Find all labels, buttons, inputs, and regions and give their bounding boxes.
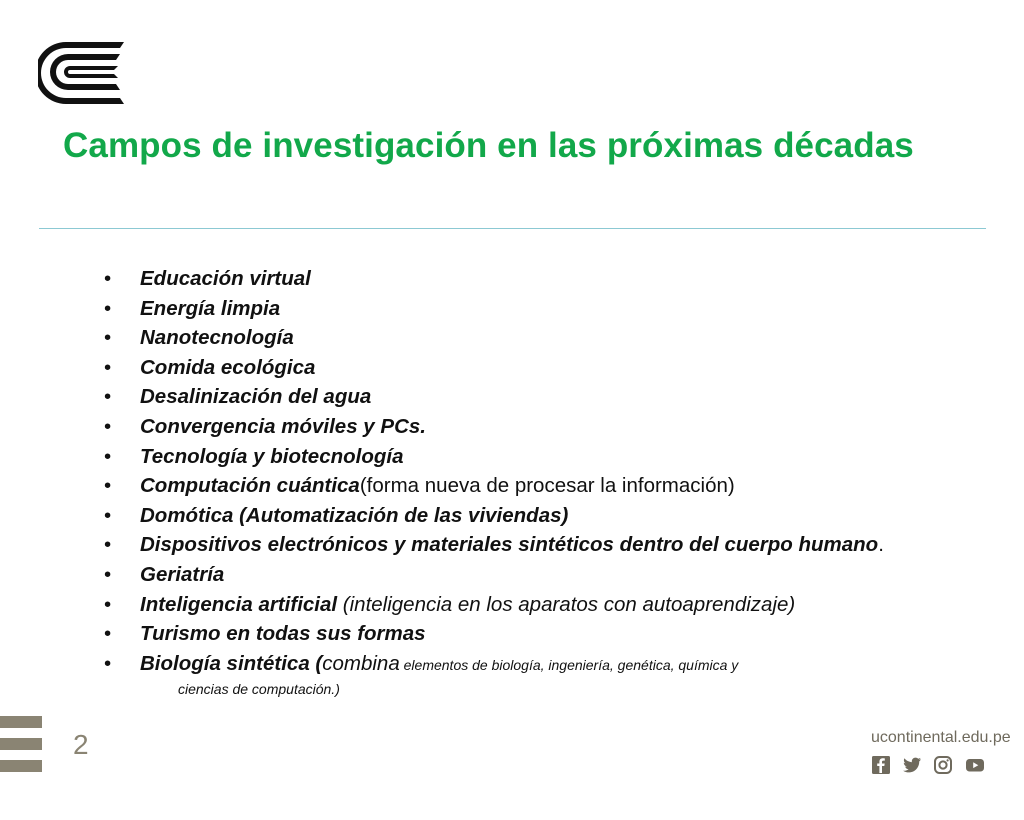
university-logo-icon	[38, 38, 130, 108]
instagram-icon[interactable]	[933, 755, 953, 775]
slide-title: Campos de investigación en las próximas décadas	[63, 126, 914, 165]
facebook-icon[interactable]	[871, 755, 891, 775]
list-item: • Computación cuántica(forma nueva de procesar la información)	[104, 471, 901, 501]
page-number: 2	[73, 729, 89, 760]
twitter-icon[interactable]	[902, 755, 922, 775]
list-item: • Domótica (Automatización de las viviendas)	[104, 501, 901, 531]
list-item: • Educación virtual	[104, 264, 901, 294]
list-item: • Turismo en todas sus formas	[104, 619, 901, 649]
list-item: • Geriatría	[104, 560, 901, 590]
website-link[interactable]: ucontinental.edu.pe	[871, 729, 1011, 746]
list-item: • Biología sintética (combina elementos de biología, ingeniería, genética, química y ciencias de computación.)	[104, 649, 901, 699]
list-item: • Tecnología y biotecnología	[104, 442, 901, 472]
list-item: • Inteligencia artificial (inteligencia en los aparatos con autoaprendizaje)	[104, 590, 901, 620]
list-item: • Desalinización del agua	[104, 382, 901, 412]
research-fields-list	[104, 264, 901, 698]
social-links	[871, 755, 986, 775]
title-divider	[39, 228, 986, 229]
list-item: • Dispositivos electrónicos y materiales sintéticos dentro del cuerpo humano.	[104, 530, 901, 560]
list-item: • Comida ecológica	[104, 353, 901, 383]
list-item: • Nanotecnología	[104, 323, 901, 353]
list-item: • Energía limpia	[104, 294, 901, 324]
menu-bars-icon	[0, 716, 42, 780]
youtube-icon[interactable]	[964, 755, 986, 775]
list-item: • Convergencia móviles y PCs.	[104, 412, 901, 442]
